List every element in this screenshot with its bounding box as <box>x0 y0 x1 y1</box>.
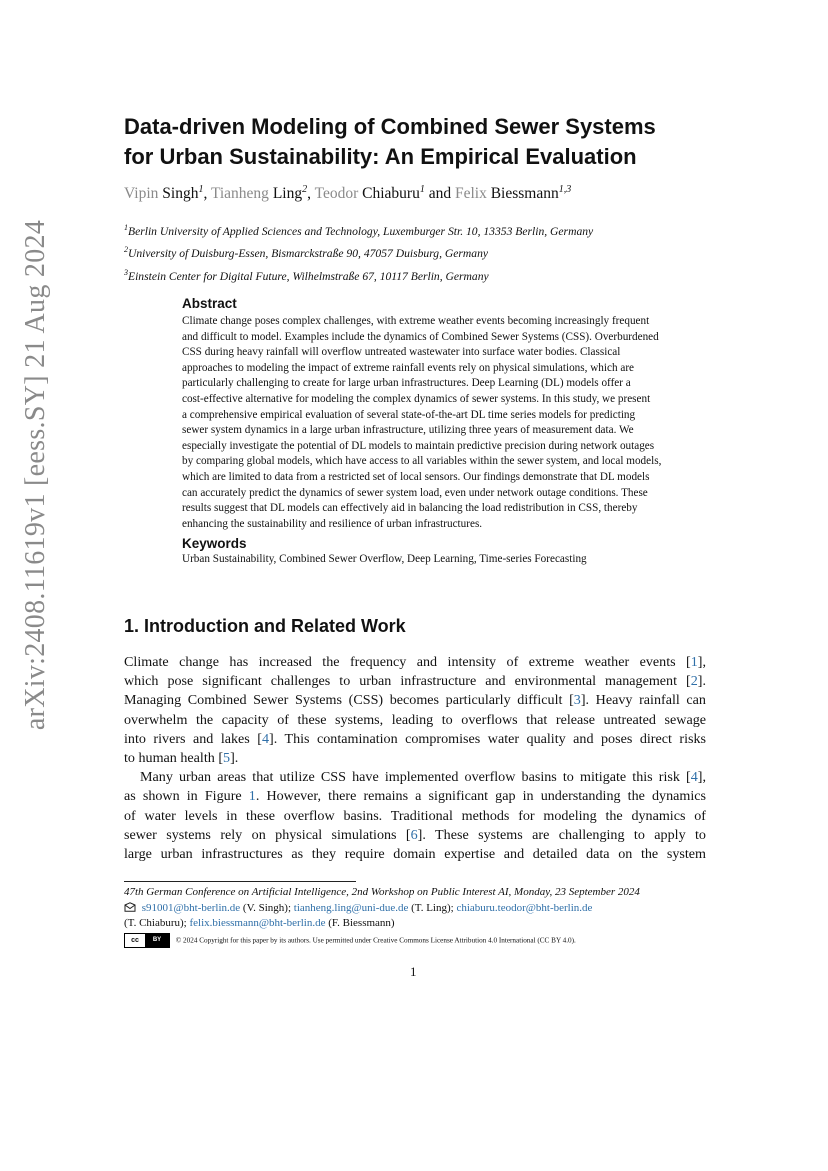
affiliation-text: Einstein Center for Digital Future, Wilhelmstraße 67, 10117 Berlin, Germany <box>128 269 489 283</box>
paper-title <box>124 112 724 172</box>
author-list <box>124 184 571 203</box>
email-line-2-prefix: (T. Chiaburu); <box>124 917 190 929</box>
citation-link[interactable]: 2 <box>690 673 698 690</box>
title-line-2: for Urban Sustainability: An Empirical Evaluation <box>124 144 637 169</box>
intro-text: ]. <box>230 750 239 767</box>
email-line-2-suffix: (F. Biessmann) <box>325 917 395 929</box>
affiliation-item <box>124 264 593 286</box>
intro-line <box>124 845 706 864</box>
abstract-line: sewer system dynamics in a large urban infrastructure, utilizing three years of measurement data. We <box>182 424 634 437</box>
intro-text: Many urban areas that utilize CSS have implemented overflow basins to mitigate this risk [ <box>140 769 691 786</box>
abstract-line: a comprehensive empirical evaluation of several state-of-the-art DL time series models for predicting <box>182 408 636 421</box>
abstract-heading: Abstract <box>182 296 237 311</box>
copyright-text: © 2024 Copyright for this paper by its authors. Use permitted under Creative Commons License Attribution 4.0 International (CC BY 4.0). <box>175 936 576 945</box>
abstract-line: by comparing global models, which have access to all variables within the sewer system, and local models, <box>182 455 662 468</box>
intro-line <box>124 787 706 806</box>
intro-text: ]. This contamination compromises water quality and poses direct risks <box>269 730 707 747</box>
author-first-name: Felix <box>454 185 491 203</box>
intro-text: as shown in Figure <box>124 788 249 805</box>
cc-badge-right: BY <box>145 934 169 947</box>
intro-text: Climate change has increased the frequency and intensity of extreme weather events [ <box>124 654 691 670</box>
intro-line <box>124 768 706 787</box>
abstract-line: and difficult to model. Examples include the dynamics of Combined Sewer Systems (CSS). Overburdened <box>182 330 659 343</box>
intro-line <box>124 749 706 768</box>
affiliation-list <box>124 219 593 286</box>
intro-line <box>124 653 706 672</box>
email-owner: (V. Singh); <box>240 901 294 914</box>
intro-line <box>124 730 706 749</box>
arxiv-id: arXiv:2408.11619v1 [eess.SY] 21 Aug 2024 <box>20 219 51 731</box>
cc-by-badge[interactable] <box>124 933 170 948</box>
citation-link[interactable]: 1 <box>690 654 698 670</box>
author-last-name: Biessmann <box>490 185 559 203</box>
citation-link[interactable]: 4 <box>261 730 270 747</box>
email-link[interactable]: tianheng.ling@uni-due.de <box>293 901 409 914</box>
abstract-line: which are limited to data from a restricted set of local sensors. Our findings demonstrate that DL models <box>182 470 650 483</box>
abstract-line: enhancing the sustainability and resilience of urban infrastructures. <box>182 517 483 530</box>
abstract-line: especially investigate the potential of DL models to maintain predictive precision during network outages <box>182 439 655 452</box>
email-link[interactable]: chiaburu.teodor@bht-berlin.de <box>456 901 593 914</box>
author-last-name: Chiaburu <box>362 185 420 203</box>
intro-text: into rivers and lakes [ <box>124 730 262 747</box>
footnote-rule <box>124 881 356 882</box>
envelope-icon <box>124 902 136 912</box>
affiliation-text: University of Duisburg-Essen, Bismarckstraße 90, 47057 Duisburg, Germany <box>128 247 489 261</box>
intro-text: ]. <box>697 673 706 690</box>
author-affiliation-mark: 1,3 <box>558 184 572 195</box>
keywords-heading: Keywords <box>182 536 247 551</box>
citation-link[interactable]: 6 <box>410 826 418 843</box>
citation-link[interactable]: 5 <box>223 750 231 767</box>
author-first-name: Tianheng <box>210 185 273 203</box>
affiliation-item <box>124 241 593 263</box>
conference-note: 47th German Conference on Artificial Intelligence, 2nd Workshop on Public Interest AI, Monday, 23 September 2024 <box>124 886 640 898</box>
intro-line <box>124 691 706 710</box>
author-affiliation-mark: 2 <box>302 184 308 195</box>
intro-text: overwhelm the capacity of these systems, leading to overflows that release untreated sewage <box>124 711 706 728</box>
email-link[interactable]: felix.biessmann@bht-berlin.de <box>189 917 326 929</box>
section-heading: 1. Introduction and Related Work <box>124 616 406 636</box>
author-last-name: Ling <box>272 185 303 203</box>
intro-text: ], <box>697 654 706 670</box>
citation-link[interactable]: 4 <box>690 769 698 786</box>
intro-text: ]. These systems are challenging to apply to <box>417 826 706 843</box>
author-last-name: Singh <box>162 185 199 203</box>
page-number: 1 <box>410 964 417 979</box>
affiliation-text: Berlin University of Applied Sciences and Technology, Luxemburger Str. 10, 13353 Berlin, Germany <box>128 224 594 238</box>
email-owner: (T. Ling); <box>408 901 457 914</box>
intro-text: to human health [ <box>124 750 224 767</box>
intro-text: of water levels in these overflow basins. Traditional methods for modeling the dynamics of <box>124 807 706 824</box>
license-row <box>124 933 576 948</box>
citation-link[interactable]: 1 <box>248 788 256 805</box>
intro-line <box>124 672 706 691</box>
author-separator: , <box>307 185 315 203</box>
keywords-text: Urban Sustainability, Combined Sewer Overflow, Deep Learning, Time-series Forecasting <box>182 553 587 565</box>
abstract-line: Climate change poses complex challenges, with extreme weather events becoming increasingly frequent <box>182 315 650 327</box>
intro-text: which pose significant challenges to urban infrastructure and environmental management [ <box>124 673 691 690</box>
arxiv-sidebar-stamp <box>16 80 56 870</box>
intro-text: ], <box>697 769 706 786</box>
intro-line <box>124 711 706 730</box>
intro-text: Managing Combined Sewer Systems (CSS) becomes particularly difficult [ <box>124 692 574 709</box>
title-line-1: Data-driven Modeling of Combined Sewer Systems <box>124 114 656 139</box>
author-first-name: Vipin <box>124 185 163 203</box>
email-line-2 <box>124 916 640 932</box>
intro-text: . However, there remains a significant gap in understanding the dynamics <box>255 788 706 805</box>
author-affiliation-mark: 1 <box>198 184 204 195</box>
author-separator: and <box>424 185 455 203</box>
cc-badge-left: cc <box>125 934 145 947</box>
abstract-line: results suggest that DL models can effectively aid in balancing the load redistribution in CSS, thereby <box>182 502 638 515</box>
abstract-body <box>182 314 706 532</box>
affiliation-mark: 1 <box>124 223 128 232</box>
intro-body <box>124 653 706 864</box>
abstract-line: CSS during heavy rainfall will overflow untreated wastewater into surface water bodies. Classical <box>182 346 621 359</box>
author-separator: , <box>203 185 211 203</box>
intro-line <box>124 807 706 826</box>
abstract-line: cost-effective alternative for modeling the complex dynamics of sewer systems. In this study, we present <box>182 392 651 405</box>
citation-link[interactable]: 3 <box>573 692 581 709</box>
intro-text: ]. Heavy rainfall can <box>580 692 706 709</box>
affiliation-mark: 3 <box>124 267 128 277</box>
author-affiliation-mark: 1 <box>419 184 425 195</box>
intro-text: large urban infrastructures as they require domain expertise and detailed data on the system <box>124 846 706 863</box>
abstract-line: approaches to modeling the impact of extreme rainfall events rely on physical simulations, which are <box>182 361 635 374</box>
email-line <box>124 901 640 917</box>
intro-text: sewer systems rely on physical simulations [ <box>124 826 411 843</box>
intro-line <box>124 826 706 845</box>
email-link[interactable]: s91001@bht-berlin.de <box>141 901 241 914</box>
affiliation-mark: 2 <box>124 245 128 255</box>
affiliation-item <box>124 219 593 241</box>
footnote <box>124 885 640 932</box>
author-first-name: Teodor <box>314 185 363 203</box>
abstract-line: particularly challenging to create for large urban infrastructures. Deep Learning (DL) models offer a <box>182 377 631 390</box>
abstract-line: can accurately predict the dynamics of sewer system load, even under network outage conditions. These <box>182 486 648 499</box>
